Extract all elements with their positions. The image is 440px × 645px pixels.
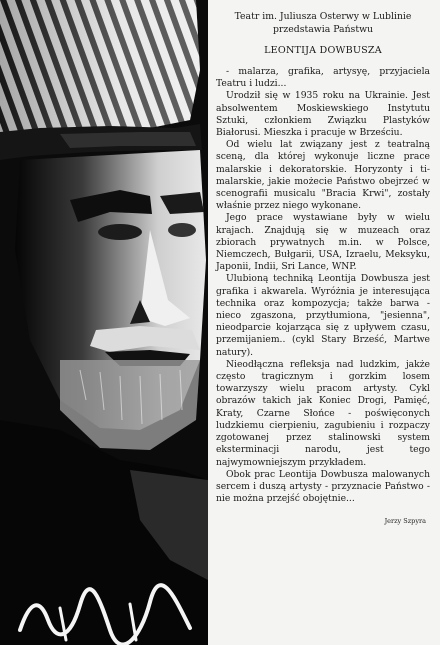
- paragraph-theatre: Od wielu lat związany jest z teatralną sceną, dla której wykonuje liczne prace malarskie i dekoratorskie. Horyzonty i ti- malarskie, jakie możecie Państwo obejrzeć w scenografii musicalu "Bracia Krwi", zostały właśnie przez niego wykonane.: [216, 139, 430, 212]
- paragraph-intro: - malarza, grafika, artysyę, przyjaciela Teatru i ludzi...: [216, 66, 430, 90]
- paragraph-closing: Obok prac Leontija Dowbusza malowanych sercem i duszą artysty - przyznacie Państwo - nie można przejść obojętnie...: [216, 468, 430, 505]
- theatre-header: [216, 10, 430, 36]
- paragraph-technique: Ulubioną techniką Leontija Dowbusza jest grafika i akwarela. Wyróżnia je interesująca technika oraz kompozycja; także barwa - nieco zgaszona, przytłumiona, "jesienna", nieodparcie kojarząca się z upływem czasu, przemijaniem.. (cykl Stary Brześć, Martwe natury).: [216, 273, 430, 358]
- theatre-name: Teatr im. Juliusza Osterwy w Lublinie: [234, 11, 412, 22]
- artist-portrait-photo: [0, 0, 208, 645]
- biography-text: [216, 66, 430, 505]
- paragraph-reflection: Nieodłączna refleksja nad ludzkim, jakże często tragicznym i gorzkim losem towarzyszy wielu pracom artysty. Cykl obrazów takich jak Koniec Drogi, Pamięć, Kraty, Czarne Słońce - poświęconych ludzkiemu cierpieniu, zagubieniu i rozpaczy zgotowanej przez stalinowski system eksterminacji narodu, jest tego najwymowniejszym przykładem.: [216, 358, 430, 468]
- text-column: [216, 8, 430, 638]
- paragraph-birth: Urodził się w 1935 roku na Ukrainie. Jest absolwentem Moskiewskiego Instytutu Sztuki, członkiem Związku Plastyków Białorusi. Mieszka i pracuje w Brześciu.: [216, 90, 430, 139]
- artist-name: LEONTIJA DOWBUSZA: [264, 45, 382, 56]
- presents-line: przedstawia Państwu: [272, 24, 374, 35]
- paragraph-exhibitions: Jego prace wystawiane były w wielu krajach. Znajdują się w muzeach oraz zbiorach prywatnych m.in. w Polsce, Niemczech, Bułgarii, USA, Izraelu, Meksyku, Japonii, Indii, Sri Lance, WNP.: [216, 212, 430, 273]
- author-signature: Jerzy Szpyra: [384, 517, 426, 526]
